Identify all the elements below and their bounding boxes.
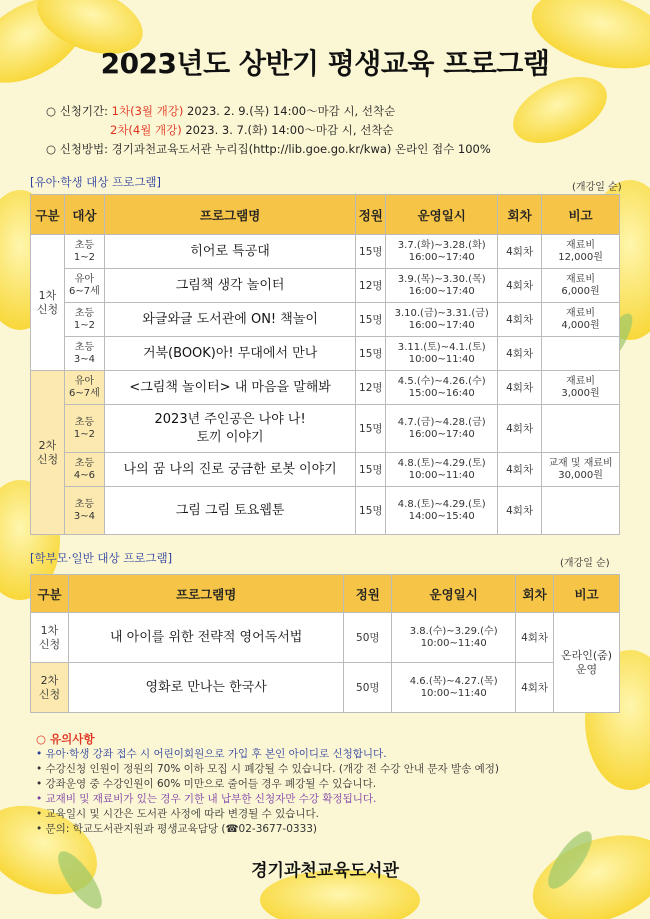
remarks-cell: 재료비 4,000원 xyxy=(542,303,620,337)
target-cell: 유아 6~7세 xyxy=(64,269,104,303)
table-row xyxy=(31,269,620,303)
schedule-cell: 3.9.(목)~3.30.(목) 16:00~17:40 xyxy=(386,269,498,303)
header-cell: 비고 xyxy=(554,575,620,613)
table-row xyxy=(31,303,620,337)
remarks-cell: 온라인(줌) 운영 xyxy=(554,613,620,713)
remarks-cell: 재료비 12,000원 xyxy=(542,235,620,269)
header-cell: 비고 xyxy=(542,195,620,235)
capacity-cell: 12명 xyxy=(356,371,386,405)
header-cell: 대상 xyxy=(64,195,104,235)
remarks-cell xyxy=(542,337,620,371)
capacity-cell: 12명 xyxy=(356,269,386,303)
table-row xyxy=(31,371,620,405)
note-item: • 강좌운영 중 수강인원이 60% 미만으로 줄어들 경우 폐강될 수 있습니다. xyxy=(36,778,377,790)
capacity-cell: 15명 xyxy=(356,235,386,269)
table-row xyxy=(31,405,620,453)
schedule-cell: 3.11.(토)~4.1.(토) 10:00~11:40 xyxy=(386,337,498,371)
header-cell: 정원 xyxy=(356,195,386,235)
method-line: ○ 신청방법: 경기과천교육도서관 누리집(http://lib.goe.go.kr/kwa) 온라인 접수 100% xyxy=(46,142,491,156)
program-name-cell: 나의 꿈 나의 진로 궁금한 로봇 이야기 xyxy=(104,453,355,487)
program-name-cell: 그림책 생각 놀이터 xyxy=(104,269,355,303)
target-cell: 초등 3~4 xyxy=(64,487,104,535)
sessions-cell: 4회차 xyxy=(498,453,542,487)
schedule-cell: 4.8.(토)~4.29.(토) 10:00~11:40 xyxy=(386,453,498,487)
table-row xyxy=(31,613,620,663)
sessions-cell: 4회차 xyxy=(498,235,542,269)
program-name-cell: 내 아이를 위한 전략적 영어독서법 xyxy=(68,613,343,663)
capacity-cell: 15명 xyxy=(356,337,386,371)
period-label: ○ 신청기간: xyxy=(46,104,108,118)
header-cell: 구분 xyxy=(31,575,69,613)
section2-label: [학부모·일반 대상 프로그램] xyxy=(30,551,173,565)
notes-heading: ○ 유의사항 xyxy=(36,732,95,746)
remarks-cell: 교재 및 재료비 30,000원 xyxy=(542,453,620,487)
note-item: • 교육일시 및 시간은 도서관 사정에 따라 변경될 수 있습니다. xyxy=(36,808,320,820)
program-name-cell: 2023년 주인공은 나야 나! 토끼 이야기 xyxy=(104,405,355,453)
program-name-cell: 영화로 만나는 한국사 xyxy=(68,663,343,713)
header-cell: 구분 xyxy=(31,195,65,235)
remarks-cell xyxy=(542,487,620,535)
program-name-cell: 와글와글 도서관에 ON! 책놀이 xyxy=(104,303,355,337)
round-cell: 1차 신청 xyxy=(31,613,69,663)
table-row xyxy=(31,337,620,371)
target-cell: 초등 1~2 xyxy=(64,303,104,337)
application-info xyxy=(46,102,491,159)
program-name-cell: 그림 그림 토요웹툰 xyxy=(104,487,355,535)
schedule-cell: 4.5.(수)~4.26.(수) 15:00~16:40 xyxy=(386,371,498,405)
round-cell: 2차 신청 xyxy=(31,371,65,535)
schedule-cell: 3.8.(수)~3.29.(수) 10:00~11:40 xyxy=(392,613,516,663)
capacity-cell: 50명 xyxy=(344,613,392,663)
second-round-label: 2차(4월 개강) xyxy=(110,123,182,137)
capacity-cell: 15명 xyxy=(356,405,386,453)
capacity-cell: 50명 xyxy=(344,663,392,713)
program-name-cell: 거북(BOOK)아! 무대에서 만나 xyxy=(104,337,355,371)
target-cell: 초등 3~4 xyxy=(64,337,104,371)
section2-note: (개강일 순) xyxy=(560,558,610,569)
first-round-date: 2023. 2. 9.(목) 14:00～마감 시, 선착순 xyxy=(187,104,396,118)
sessions-cell: 4회차 xyxy=(516,663,554,713)
sessions-cell: 4회차 xyxy=(516,613,554,663)
student-program-table xyxy=(30,194,620,535)
note-item: • 문의: 학교도서관지원과 평생교육담당 (☎02-3677-0333) xyxy=(36,823,318,835)
table-row xyxy=(31,487,620,535)
round-cell: 2차 신청 xyxy=(31,663,69,713)
schedule-cell: 3.7.(화)~3.28.(화) 16:00~17:40 xyxy=(386,235,498,269)
capacity-cell: 15명 xyxy=(356,453,386,487)
section1-note: (개강일 순) xyxy=(572,182,622,193)
capacity-cell: 15명 xyxy=(356,487,386,535)
schedule-cell: 3.10.(금)~3.31.(금) 16:00~17:40 xyxy=(386,303,498,337)
library-name: 경기과천교육도서관 xyxy=(251,861,399,881)
header-cell: 프로그램명 xyxy=(68,575,343,613)
table-row xyxy=(31,663,620,713)
note-item: • 수강신청 인원이 정원의 70% 이하 모집 시 폐강될 수 있습니다. (개강 전 수강 안내 문자 발송 예정) xyxy=(36,763,499,775)
sessions-cell: 4회차 xyxy=(498,371,542,405)
capacity-cell: 15명 xyxy=(356,303,386,337)
sessions-cell: 4회차 xyxy=(498,405,542,453)
sessions-cell: 4회차 xyxy=(498,269,542,303)
second-round-date: 2023. 3. 7.(화) 14:00～마감 시, 선착순 xyxy=(185,123,394,137)
target-cell: 유아 6~7세 xyxy=(64,371,104,405)
notes-section xyxy=(36,732,499,837)
schedule-cell: 4.8.(토)~4.29.(토) 14:00~15:40 xyxy=(386,487,498,535)
target-cell: 초등 4~6 xyxy=(64,453,104,487)
program-name-cell: 히어로 특공대 xyxy=(104,235,355,269)
remarks-cell xyxy=(542,405,620,453)
schedule-cell: 4.7.(금)~4.28.(금) 16:00~17:40 xyxy=(386,405,498,453)
round-cell: 1차 신청 xyxy=(31,235,65,371)
page-title: 2023년도 상반기 평생교육 프로그램 xyxy=(100,47,550,80)
sessions-cell: 4회차 xyxy=(498,337,542,371)
header-cell: 운영일시 xyxy=(392,575,516,613)
header-cell: 정원 xyxy=(344,575,392,613)
schedule-cell: 4.6.(목)~4.27.(목) 10:00~11:40 xyxy=(392,663,516,713)
header-cell: 프로그램명 xyxy=(104,195,355,235)
table-row xyxy=(31,453,620,487)
header-cell: 회차 xyxy=(516,575,554,613)
program-name-cell: <그림책 놀이터> 내 마음을 말해봐 xyxy=(104,371,355,405)
note-item: • 유아·학생 강좌 접수 시 어린이회원으로 가입 후 본인 아이디로 신청합니다. xyxy=(36,748,387,760)
note-item: • 교재비 및 재료비가 있는 경우 기한 내 납부한 신청자만 수강 확정됩니다. xyxy=(36,793,377,805)
target-cell: 초등 1~2 xyxy=(64,405,104,453)
adult-program-table xyxy=(30,574,620,713)
header-cell: 운영일시 xyxy=(386,195,498,235)
remarks-cell: 재료비 6,000원 xyxy=(542,269,620,303)
sessions-cell: 4회차 xyxy=(498,303,542,337)
sessions-cell: 4회차 xyxy=(498,487,542,535)
table-row xyxy=(31,235,620,269)
section1-label: [유아·학생 대상 프로그램] xyxy=(30,175,162,189)
first-round-label: 1차(3월 개강) xyxy=(111,104,184,118)
target-cell: 초등 1~2 xyxy=(64,235,104,269)
header-cell: 회차 xyxy=(498,195,542,235)
remarks-cell: 재료비 3,000원 xyxy=(542,371,620,405)
